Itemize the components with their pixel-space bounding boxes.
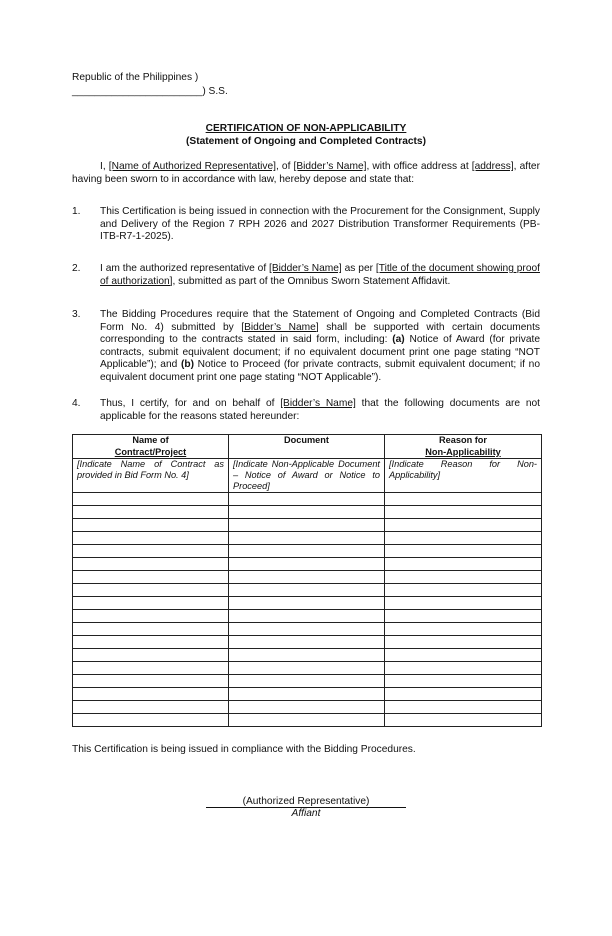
document-cell[interactable] bbox=[229, 714, 385, 727]
document-cell[interactable] bbox=[229, 558, 385, 571]
table-row bbox=[73, 662, 542, 675]
table-header-row bbox=[73, 435, 542, 459]
closing-statement bbox=[72, 744, 416, 755]
table-row bbox=[73, 701, 542, 714]
contract-cell[interactable] bbox=[73, 506, 229, 519]
reason-cell[interactable] bbox=[385, 532, 542, 545]
document-cell[interactable] bbox=[229, 636, 385, 649]
document-cell[interactable] bbox=[229, 623, 385, 636]
document-cell[interactable] bbox=[229, 662, 385, 675]
rep-placeholder: [Name of Authorized Representative] bbox=[108, 161, 277, 172]
reason-cell[interactable] bbox=[385, 558, 542, 571]
bidder-placeholder: [Bidder’s Name] bbox=[293, 161, 367, 172]
item-number: 3. bbox=[72, 309, 81, 320]
reason-cell[interactable] bbox=[385, 519, 542, 532]
contract-cell[interactable] bbox=[73, 519, 229, 532]
ss-text: ) S.S. bbox=[202, 86, 228, 97]
non-applicability-table bbox=[72, 434, 542, 727]
contract-cell[interactable] bbox=[73, 558, 229, 571]
document-cell[interactable] bbox=[229, 519, 385, 532]
document-cell[interactable] bbox=[229, 649, 385, 662]
document-cell[interactable]: [Indicate Non-Applicable Document – Notice of Award or Notice to Proceed] bbox=[229, 459, 385, 493]
bidder-placeholder: [Bidder’s Name] bbox=[280, 398, 356, 409]
reason-cell[interactable] bbox=[385, 714, 542, 727]
reason-cell[interactable] bbox=[385, 584, 542, 597]
table-row bbox=[73, 688, 542, 701]
item-text: This Certification is being issued in connection with the Procurement for the Consignment, Supply and Delivery of the Region 7 RPH 2026 and 2027 Distribution Transformer Requirements (PB-ITB-R7-1-2025). bbox=[100, 206, 540, 243]
reason-cell[interactable] bbox=[385, 636, 542, 649]
table-row bbox=[73, 610, 542, 623]
table-row bbox=[73, 584, 542, 597]
bidder-placeholder: [Bidder’s Name] bbox=[241, 321, 319, 333]
table-row bbox=[73, 597, 542, 610]
table-row bbox=[73, 636, 542, 649]
reason-cell[interactable] bbox=[385, 675, 542, 688]
affiant-text: Affiant bbox=[291, 808, 321, 819]
table-row bbox=[73, 558, 542, 571]
table-row bbox=[73, 493, 542, 506]
table-row bbox=[73, 506, 542, 519]
reason-cell[interactable] bbox=[385, 493, 542, 506]
contract-cell[interactable] bbox=[73, 610, 229, 623]
document-cell[interactable] bbox=[229, 701, 385, 714]
title-main: CERTIFICATION OF NON-APPLICABILITY bbox=[205, 123, 407, 134]
contract-cell[interactable] bbox=[73, 493, 229, 506]
document-cell[interactable] bbox=[229, 688, 385, 701]
reason-cell[interactable]: [Indicate Reason for Non-Applicability] bbox=[385, 459, 542, 493]
item-number: 4. bbox=[72, 398, 81, 409]
reason-cell[interactable] bbox=[385, 662, 542, 675]
table-row bbox=[73, 649, 542, 662]
contract-cell[interactable]: [Indicate Name of Contract as provided in Bid Form No. 4] bbox=[73, 459, 229, 493]
col-header-contract: Name of Contract/Project bbox=[73, 435, 229, 459]
document-cell[interactable] bbox=[229, 545, 385, 558]
contract-cell[interactable] bbox=[73, 688, 229, 701]
reason-cell[interactable] bbox=[385, 597, 542, 610]
reason-cell[interactable] bbox=[385, 506, 542, 519]
authorization-doc-placeholder: [Title of the document showing proof of authorization] bbox=[100, 263, 540, 287]
contract-cell[interactable] bbox=[73, 571, 229, 584]
reason-cell[interactable] bbox=[385, 688, 542, 701]
item-number: 1. bbox=[72, 206, 81, 217]
document-cell[interactable] bbox=[229, 506, 385, 519]
document-cell[interactable] bbox=[229, 597, 385, 610]
col-header-document: Document bbox=[229, 435, 385, 459]
intro-paragraph: I, [Name of Authorized Representative], of [Bidder’s Name], with office address at [address], after having been sworn to in accordance with law, hereby depose and state that: bbox=[72, 161, 540, 185]
republic-line bbox=[72, 72, 198, 83]
signature-line bbox=[206, 796, 406, 808]
table-row bbox=[73, 714, 542, 727]
reason-cell[interactable] bbox=[385, 545, 542, 558]
table-row bbox=[73, 571, 542, 584]
document-cell[interactable] bbox=[229, 610, 385, 623]
bidder-placeholder: [Bidder’s Name] bbox=[269, 263, 342, 274]
table-row bbox=[73, 519, 542, 532]
contract-cell[interactable] bbox=[73, 714, 229, 727]
item-number: 2. bbox=[72, 263, 81, 274]
contract-cell[interactable] bbox=[73, 675, 229, 688]
contract-cell[interactable] bbox=[73, 532, 229, 545]
contract-cell[interactable] bbox=[73, 701, 229, 714]
document-cell[interactable] bbox=[229, 571, 385, 584]
table-row bbox=[73, 623, 542, 636]
item-text: The Bidding Procedures require that the Statement of Ongoing and Completed Contracts (Bid Form No. 4) submitted by [Bidder’s Name] shall be supported with certain documents corresponding to the contracts stated in said form, including: (a) Notice of Award (for private contracts, submit equivalent document; if no equivalent document print one page stating “NOT Applicable”); and (b) Notice to Proceed (for private contracts, submit equivalent document; if no equivalent document print one page stating “NOT Applicable”). bbox=[100, 309, 540, 383]
contract-cell[interactable] bbox=[73, 584, 229, 597]
document-cell[interactable] bbox=[229, 493, 385, 506]
address-placeholder: [address] bbox=[471, 161, 514, 172]
reason-cell[interactable] bbox=[385, 610, 542, 623]
reason-cell[interactable] bbox=[385, 571, 542, 584]
reason-cell[interactable] bbox=[385, 623, 542, 636]
reason-cell[interactable] bbox=[385, 701, 542, 714]
document-cell[interactable] bbox=[229, 532, 385, 545]
republic-text: Republic of the Philippines ) bbox=[72, 72, 199, 83]
document-subtitle bbox=[72, 136, 540, 147]
item-text: Thus, I certify, for and on behalf of [Bidder’s Name] that the following documents are not applicable for the reasons stated hereunder: bbox=[100, 398, 541, 422]
document-title bbox=[72, 123, 540, 134]
table-row bbox=[73, 532, 542, 545]
ss-blank: _______________________ bbox=[72, 86, 203, 97]
table-row bbox=[73, 675, 542, 688]
contract-cell[interactable] bbox=[73, 636, 229, 649]
contract-cell[interactable] bbox=[73, 597, 229, 610]
document-cell[interactable] bbox=[229, 584, 385, 597]
col-header-reason: Reason for Non-Applicability bbox=[385, 435, 542, 459]
ss-line bbox=[72, 86, 228, 97]
signature-name: (Authorized Representative) bbox=[242, 796, 370, 807]
contract-cell[interactable] bbox=[73, 623, 229, 636]
contract-cell[interactable] bbox=[73, 545, 229, 558]
reason-cell[interactable] bbox=[385, 649, 542, 662]
document-cell[interactable] bbox=[229, 675, 385, 688]
item-text: I am the authorized representative of [Bidder’s Name] as per [Title of the document showing proof of authorization], submitted as part of the Omnibus Sworn Statement Affidavit. bbox=[100, 263, 540, 287]
table-row bbox=[73, 545, 542, 558]
title-sub: (Statement of Ongoing and Completed Contracts) bbox=[186, 136, 426, 147]
affiant-label bbox=[206, 808, 406, 819]
closing-text: This Certification is being issued in compliance with the Bidding Procedures. bbox=[72, 744, 416, 755]
contract-cell[interactable] bbox=[73, 649, 229, 662]
table-row bbox=[73, 459, 542, 493]
contract-cell[interactable] bbox=[73, 662, 229, 675]
